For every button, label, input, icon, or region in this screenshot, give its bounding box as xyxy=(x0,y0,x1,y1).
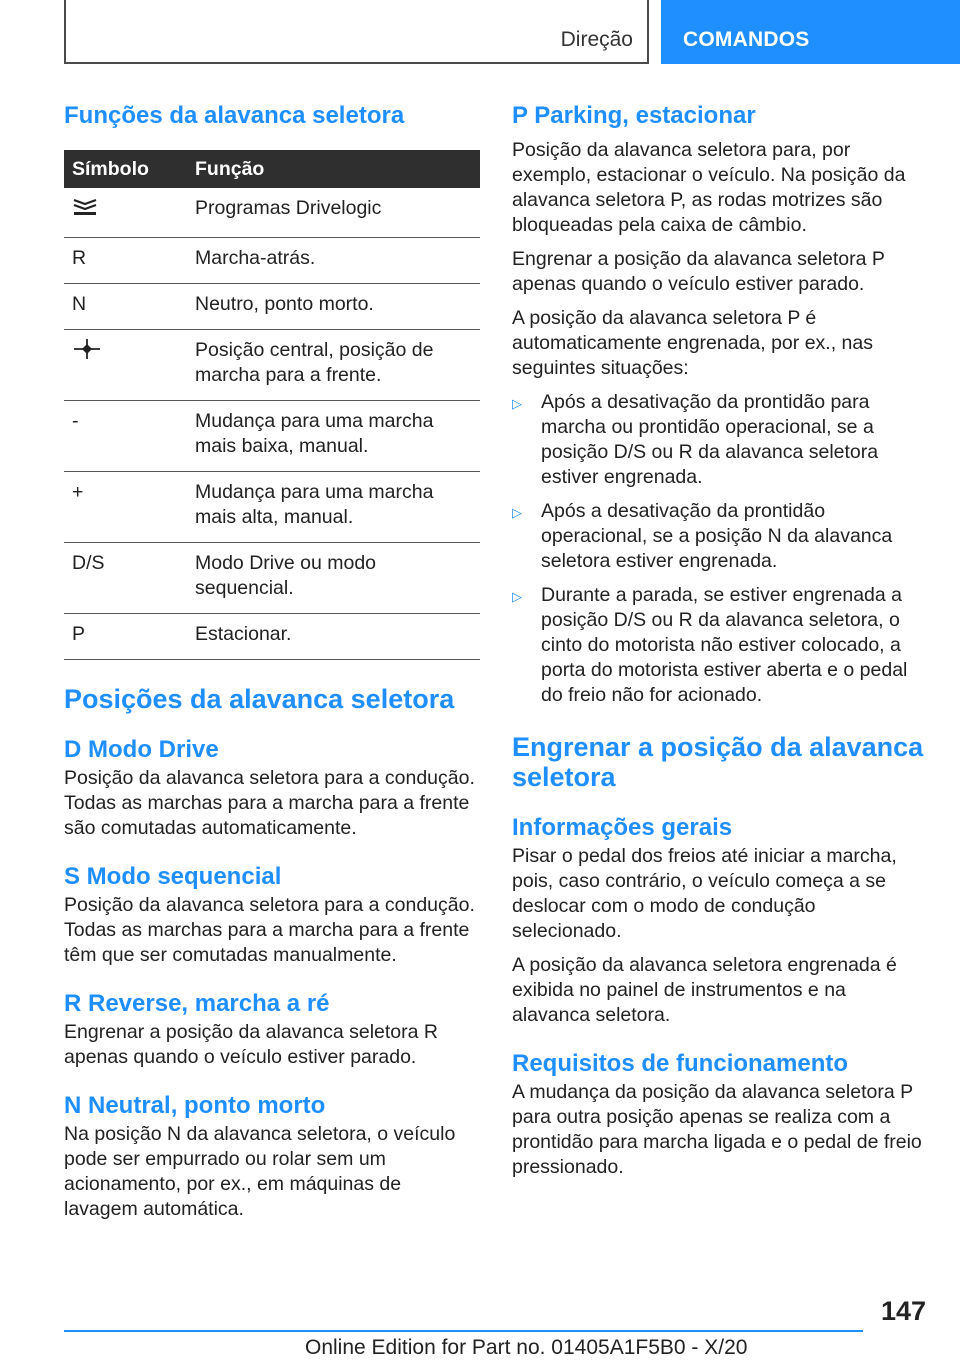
table-cell-symbol: N xyxy=(64,284,187,330)
table-header-row xyxy=(64,150,480,188)
d-mode-heading: D Modo Drive xyxy=(64,736,219,763)
table-row xyxy=(64,543,480,614)
table-row xyxy=(64,188,480,238)
list-item xyxy=(512,499,928,574)
page-number: 147 xyxy=(880,1296,926,1326)
engage-heading: Engrenar a posição da alavanca seletora xyxy=(512,732,924,792)
n-mode-text: Na posição N da alavanca seletora, o veículo pode ser empurrado ou rolar sem um acionamento, por ex., em máquinas de lavagem automática. xyxy=(64,1123,456,1220)
header-chapter-tab[interactable] xyxy=(661,0,960,64)
selector-functions-table xyxy=(64,150,480,660)
table-row xyxy=(64,401,480,472)
table-cell-function: Marcha-atrás. xyxy=(187,238,480,284)
drivelogic-icon xyxy=(72,196,98,218)
left-column xyxy=(64,102,480,1222)
requirements-heading: Requisitos de funcionamento xyxy=(512,1050,849,1077)
table-header-symbol: Símbolo xyxy=(64,150,187,188)
p-mode-text-2: Engrenar a posição da alavanca seletora P apenas quando o veículo estiver parado. xyxy=(512,248,885,295)
table-cell-function: Posição central, posição de marcha para a frente. xyxy=(187,330,480,401)
list-item-text: Após a desativação da prontidão operacional, se a posição N da alavanca seletora estiver engrenada. xyxy=(541,500,893,572)
list-item xyxy=(512,583,928,708)
table-cell-function: Programas Drivelogic xyxy=(187,188,480,238)
p-mode-text-3: A posição da alavanca seletora P é automaticamente engrenada, por ex., nas seguintes situações: xyxy=(512,307,873,379)
table-title: Funções da alavanca seletora xyxy=(64,102,405,129)
footer-divider xyxy=(64,1330,863,1332)
requirements-text: A mudança da posição da alavanca seletora P para outra posição apenas se realiza com a prontidão para marcha ligada e o pedal de freio pressionado. xyxy=(512,1081,922,1178)
table-row xyxy=(64,284,480,330)
header-section-title: Direção xyxy=(560,28,633,51)
table-row xyxy=(64,614,480,660)
info-text-2: A posição da alavanca seletora engrenada é exibida no painel de instrumentos e na alavanca seletora. xyxy=(512,954,897,1026)
triangle-bullet-icon: ▷ xyxy=(512,396,522,411)
info-heading: Informações gerais xyxy=(512,814,733,841)
list-item xyxy=(512,390,928,490)
s-mode-heading: S Modo sequencial xyxy=(64,863,282,890)
p-mode-text-1: Posição da alavanca seletora para, por exemplo, estacionar o veículo. Na posição da alavanca seletora P, as rodas motrizes são bloqueadas pela caixa de câmbio. xyxy=(512,139,906,236)
central-position-icon xyxy=(72,338,102,360)
table-cell-function: Mudança para uma marcha mais baixa, manual. xyxy=(187,401,480,472)
table-cell-symbol: R xyxy=(64,238,187,284)
d-mode-text: Posição da alavanca seletora para a condução. Todas as marchas para a marcha para a frente são comutadas automaticamente. xyxy=(64,767,475,839)
p-mode-heading: P Parking, estacionar xyxy=(512,102,756,129)
list-item-text: Após a desativação da prontidão para marcha ou prontidão operacional, se a posição D/S ou R da alavanca seletora estiver engrenada. xyxy=(541,391,879,488)
header-chapter-title: COMANDOS xyxy=(683,28,810,51)
info-text-1: Pisar o pedal dos freios até iniciar a marcha, pois, caso contrário, o veículo começa a se deslocar com o modo de condução selecionado. xyxy=(512,845,897,942)
table-cell-symbol xyxy=(64,188,187,238)
table-cell-symbol: P xyxy=(64,614,187,660)
table-row xyxy=(64,472,480,543)
list-item-text: Durante a parada, se estiver engrenada a posição D/S ou R da alavanca seletora, o cinto do motorista não estiver colocado, a porta do motorista estiver aberta e o pedal do freio não for acionado. xyxy=(541,584,908,706)
triangle-bullet-icon: ▷ xyxy=(512,505,522,520)
table-cell-function: Modo Drive ou modo sequencial. xyxy=(187,543,480,614)
table-header-function: Função xyxy=(187,150,480,188)
table-cell-function: Mudança para uma marcha mais alta, manual. xyxy=(187,472,480,543)
table-row xyxy=(64,238,480,284)
s-mode-text: Posição da alavanca seletora para a condução. Todas as marchas para a marcha para a frente têm que ser comutadas manualmente. xyxy=(64,894,475,966)
triangle-bullet-icon: ▷ xyxy=(512,589,522,604)
table-cell-symbol xyxy=(64,330,187,401)
table-cell-function: Neutro, ponto morto. xyxy=(187,284,480,330)
r-mode-heading: R Reverse, marcha a ré xyxy=(64,990,330,1017)
table-cell-symbol: D/S xyxy=(64,543,187,614)
table-row xyxy=(64,330,480,401)
header-section-box xyxy=(64,0,649,64)
table-cell-symbol: - xyxy=(64,401,187,472)
footer-edition[interactable]: Online Edition for Part no. 01405A1F5B0 - X/20 xyxy=(305,1336,748,1359)
right-column xyxy=(512,102,928,1180)
table-cell-function: Estacionar. xyxy=(187,614,480,660)
positions-heading: Posições da alavanca seletora xyxy=(64,684,455,714)
table-cell-symbol: + xyxy=(64,472,187,543)
n-mode-heading: N Neutral, ponto morto xyxy=(64,1092,326,1119)
r-mode-text: Engrenar a posição da alavanca seletora R apenas quando o veículo estiver parado. xyxy=(64,1021,438,1068)
